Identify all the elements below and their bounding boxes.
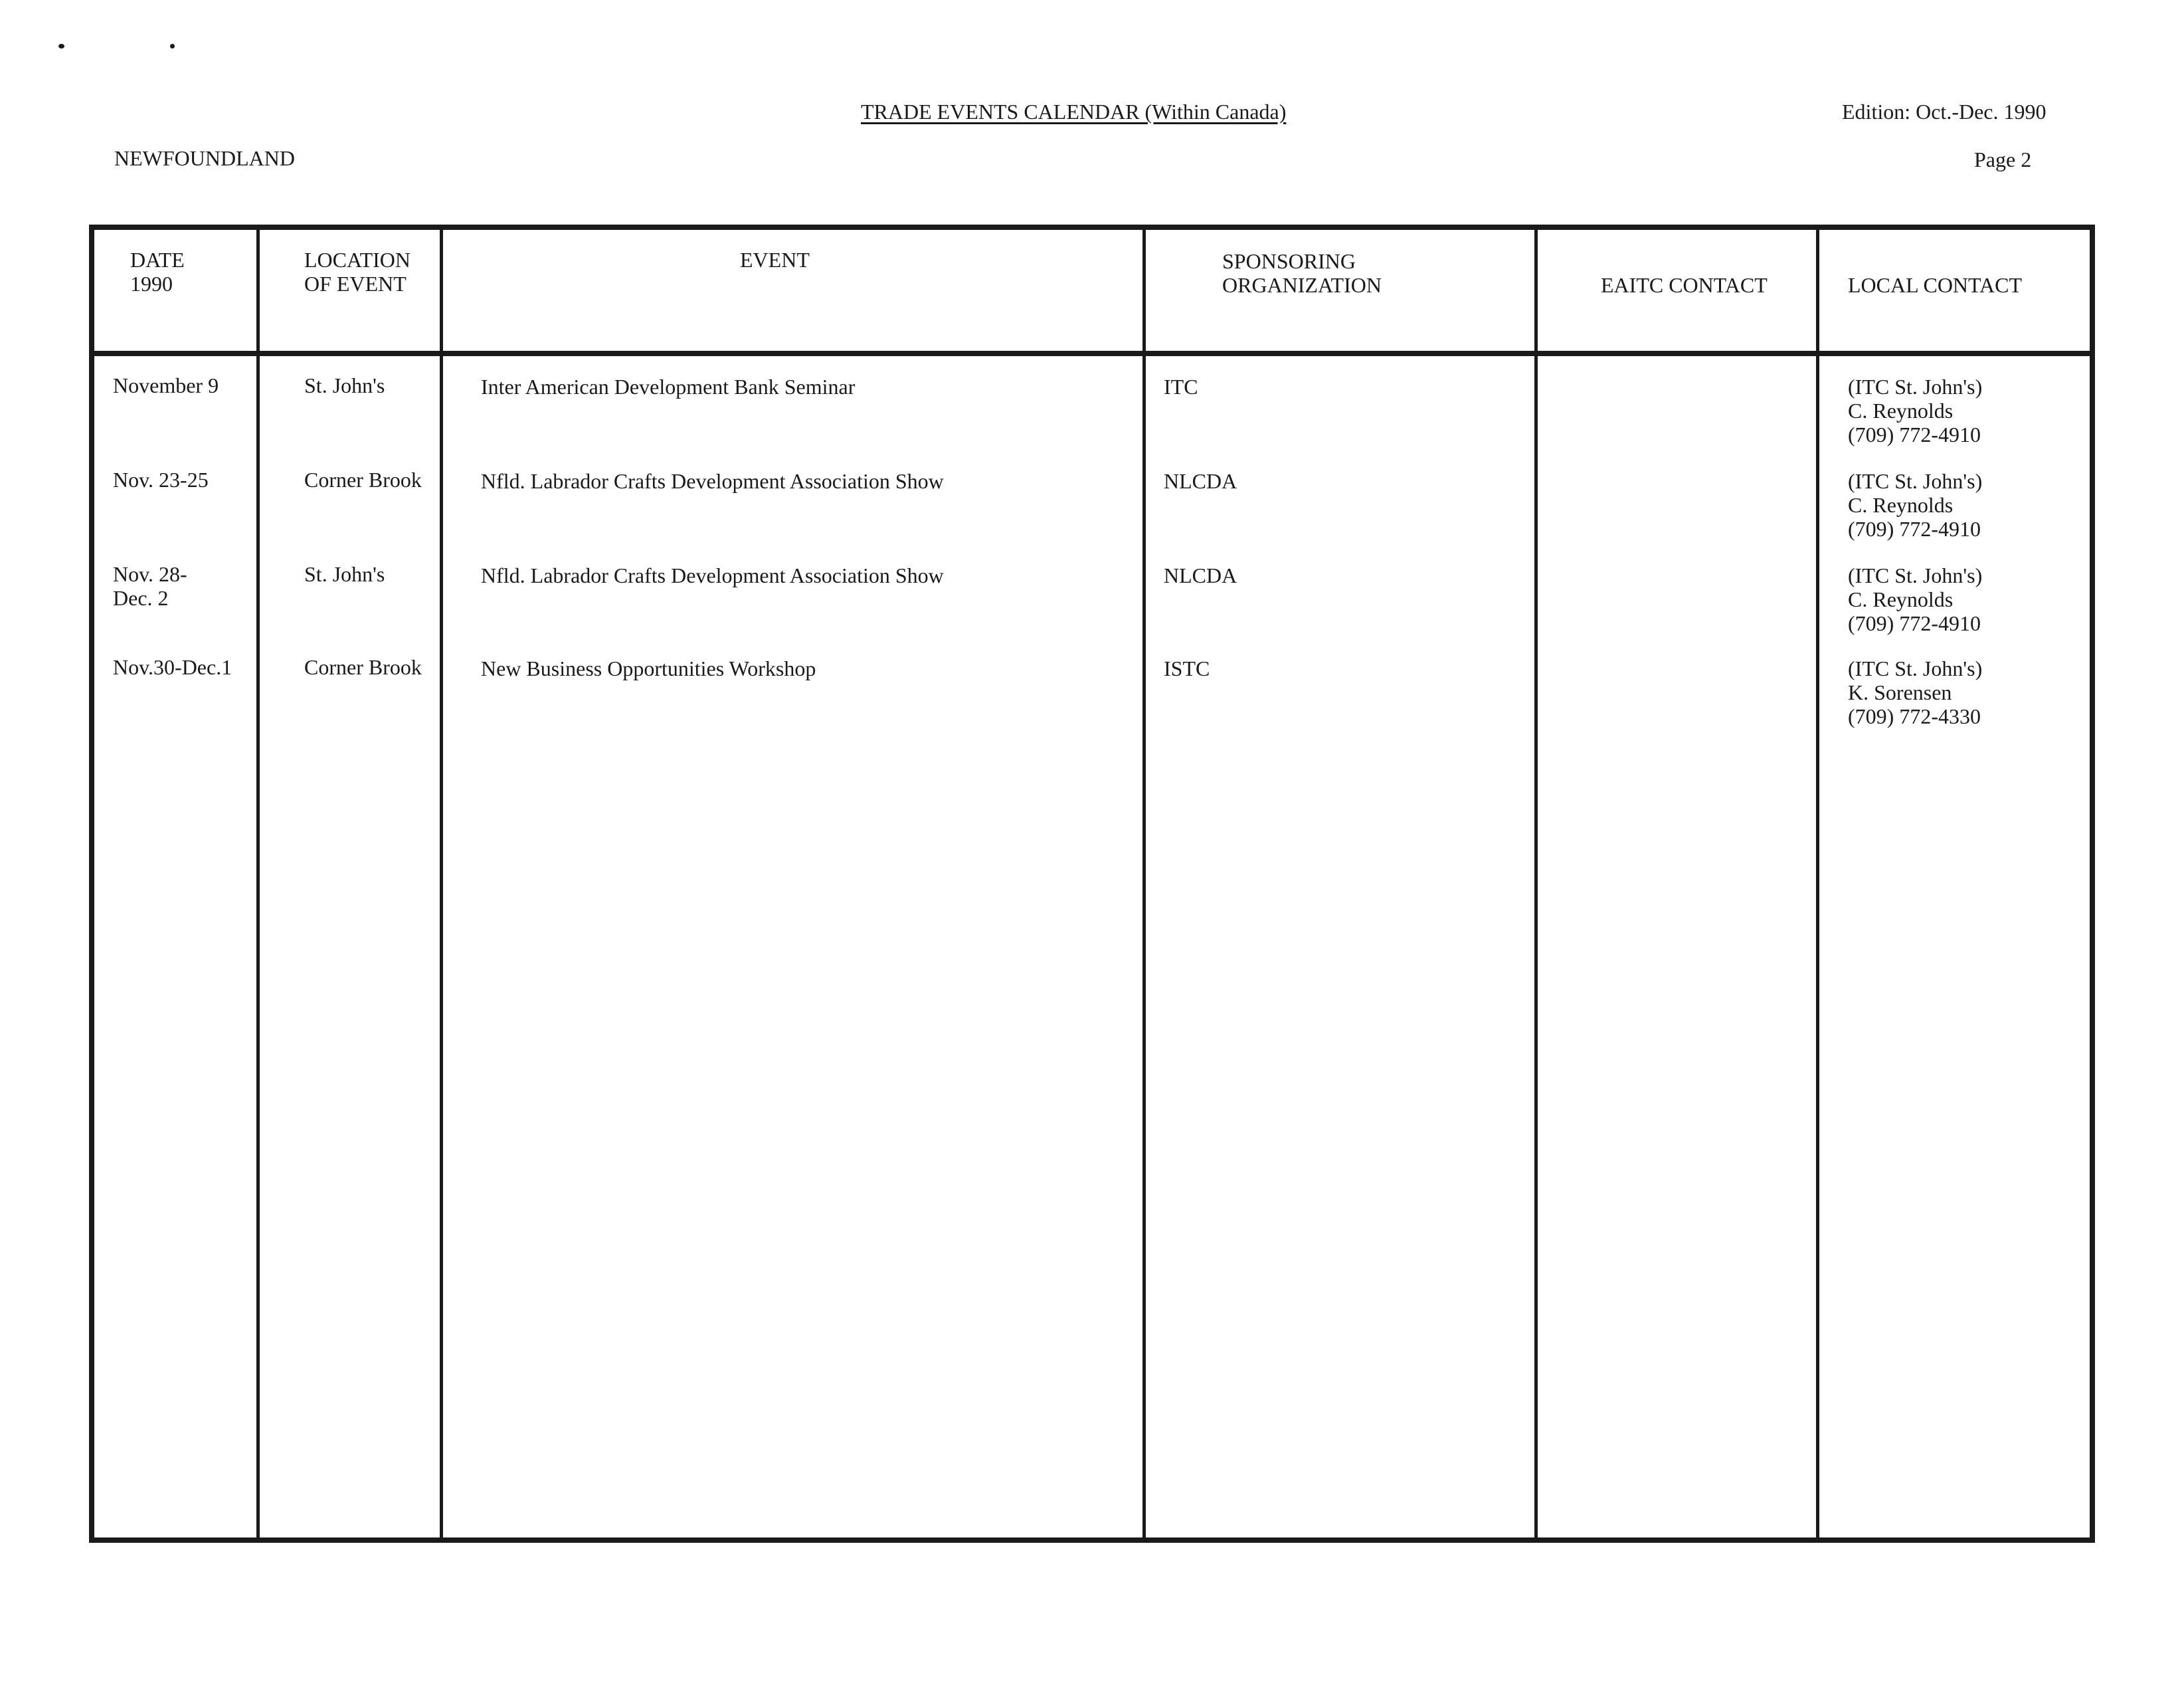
header-sponsor	[1222, 249, 1382, 297]
local-contact-line: (709) 772-4910	[1848, 423, 1981, 446]
local-contact-line: K. Sorensen	[1848, 680, 1952, 704]
row-date	[113, 373, 219, 397]
header-location-line: OF EVENT	[304, 272, 407, 296]
local-contact-line: C. Reynolds	[1848, 493, 1954, 517]
header-date-line: 1990	[130, 272, 173, 296]
scan-speck	[58, 44, 64, 49]
row-sponsor: NLCDA	[1164, 469, 1237, 493]
column-divider	[440, 225, 443, 1543]
header-date	[130, 248, 185, 296]
scan-speck	[170, 44, 175, 49]
column-divider	[1816, 225, 1819, 1543]
date-line: November 9	[113, 373, 219, 397]
header-location	[304, 248, 410, 296]
row-event: New Business Opportunities Workshop	[481, 656, 816, 680]
date-line: Nov.30-Dec.1	[113, 655, 232, 679]
row-event: Nfld. Labrador Crafts Development Association Show	[481, 563, 944, 587]
date-line: Dec. 2	[113, 586, 169, 610]
row-local-contact	[1848, 656, 1982, 728]
date-line: Nov. 28-	[113, 562, 187, 586]
local-contact-line: (ITC St. John's)	[1848, 656, 1983, 680]
row-event: Nfld. Labrador Crafts Development Association Show	[481, 469, 944, 493]
header-sponsor-line: ORGANIZATION	[1222, 273, 1382, 297]
row-sponsor: ISTC	[1164, 656, 1210, 680]
local-contact-line: C. Reynolds	[1848, 399, 1954, 423]
header-local-contact: LOCAL CONTACT	[1848, 273, 2023, 297]
row-location: St. John's	[304, 373, 385, 397]
column-divider	[1142, 225, 1146, 1543]
header-divider	[89, 351, 2095, 356]
local-contact-line: (709) 772-4330	[1848, 704, 1981, 728]
page-number: Page 2	[1974, 148, 2032, 171]
header-eaitc-contact: EAITC CONTACT	[1601, 273, 1768, 297]
document-title: TRADE EVENTS CALENDAR (Within Canada)	[861, 100, 1287, 124]
row-date	[113, 468, 209, 492]
edition-label: Edition: Oct.-Dec. 1990	[1842, 100, 2047, 124]
local-contact-line: C. Reynolds	[1848, 587, 1954, 611]
row-date	[113, 655, 232, 679]
row-sponsor: ITC	[1164, 375, 1198, 399]
row-location: Corner Brook	[304, 655, 422, 679]
row-sponsor: NLCDA	[1164, 563, 1237, 587]
row-local-contact	[1848, 375, 1982, 446]
local-contact-line: (ITC St. John's)	[1848, 563, 1983, 587]
column-divider	[1534, 225, 1538, 1543]
row-location: Corner Brook	[304, 468, 422, 492]
row-local-contact	[1848, 469, 1982, 541]
date-line: Nov. 23-25	[113, 468, 209, 492]
local-contact-line: (709) 772-4910	[1848, 517, 1981, 541]
local-contact-line: (ITC St. John's)	[1848, 469, 1983, 493]
header-location-line: LOCATION	[304, 248, 410, 272]
header-date-line: DATE	[130, 248, 185, 272]
header-event: EVENT	[740, 248, 810, 272]
events-table	[89, 225, 2095, 1543]
local-contact-line: (ITC St. John's)	[1848, 375, 1983, 399]
row-date	[113, 562, 187, 610]
local-contact-line: (709) 772-4910	[1848, 611, 1981, 635]
column-divider	[256, 225, 260, 1543]
header-sponsor-line: SPONSORING	[1222, 249, 1356, 273]
row-event: Inter American Development Bank Seminar	[481, 375, 856, 399]
region-label: NEWFOUNDLAND	[114, 146, 295, 170]
row-local-contact	[1848, 563, 1982, 635]
row-location: St. John's	[304, 562, 385, 586]
